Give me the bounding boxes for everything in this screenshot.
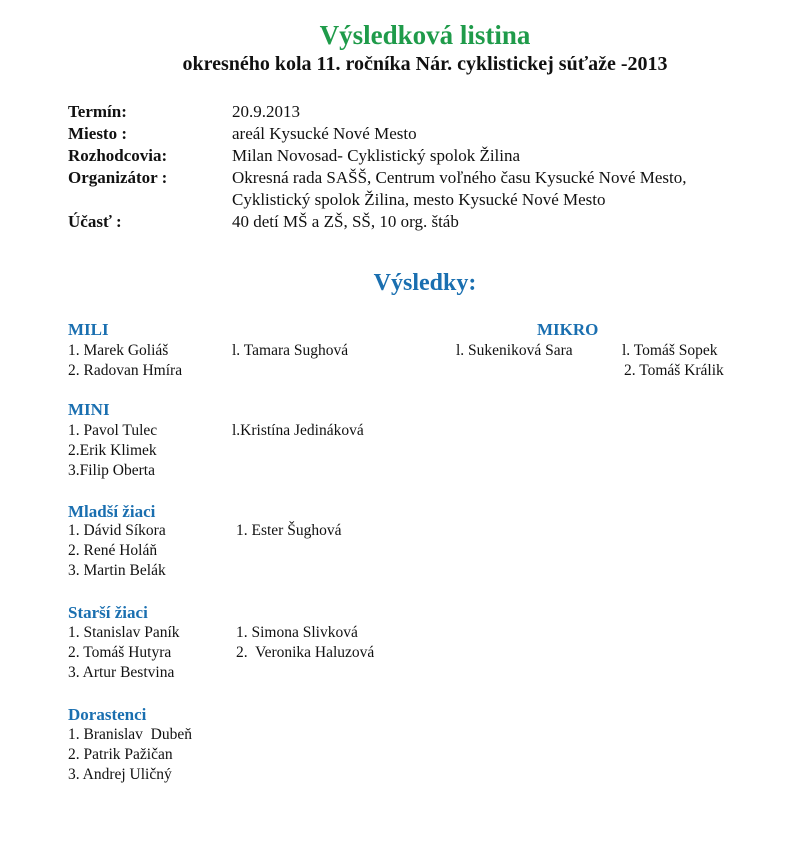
category-dorastenci: Dorastenci (68, 705, 147, 724)
starsi-boy-1: 1. Stanislav Paník (68, 624, 180, 641)
document-title: Výsledková listina (319, 20, 531, 50)
starsi-girl-1: 1. Simona Slivková (236, 624, 358, 641)
starsi-boy-2: 2. Tomáš Hutyra (68, 644, 172, 661)
mini-boy-1: 1. Pavol Tulec (68, 422, 158, 439)
dorastenci-boy-3: 3. Andrej Uličný (68, 766, 172, 783)
starsi-girl-2: 2. Veronika Haluzová (236, 644, 375, 661)
mladsi-boy-3: 3. Martin Belák (68, 562, 166, 579)
category-starsi-ziaci: Starší žiaci (68, 603, 148, 622)
info-label-date: Termín: (68, 102, 127, 121)
mladsi-girl-1: 1. Ester Šughová (236, 522, 342, 539)
dorastenci-boy-1: 1. Branislav Dubeň (68, 726, 192, 743)
mikro-boy-1: l. Tomáš Sopek (622, 342, 718, 359)
info-value-place: areál Kysucké Nové Mesto (232, 124, 417, 143)
category-mini: MINI (68, 400, 110, 419)
info-label-participation: Účasť : (68, 212, 122, 231)
starsi-boy-3: 3. Artur Bestvina (68, 664, 175, 681)
info-label-referees: Rozhodcovia: (68, 146, 168, 165)
mini-boy-3: 3.Filip Oberta (68, 462, 155, 479)
info-label-place: Miesto : (68, 124, 128, 143)
info-value-organizer: Okresná rada SAŠŠ, Centrum voľného času Kysucké Nové Mesto, (232, 168, 687, 187)
category-mladsi-ziaci: Mladší žiaci (68, 502, 156, 521)
results-heading: Výsledky: (373, 270, 477, 296)
category-mili: MILI (68, 320, 109, 339)
mikro-boy-2: 2. Tomáš Králik (624, 362, 724, 379)
mikro-girl-1: l. Sukeniková Sara (456, 342, 573, 359)
info-value-participation: 40 detí MŠ a ZŠ, SŠ, 10 org. štáb (232, 212, 459, 231)
mili-boy-2: 2. Radovan Hmíra (68, 362, 183, 379)
document-subtitle: okresného kola 11. ročníka Nár. cyklistickej súťaže -2013 (182, 53, 668, 75)
dorastenci-boy-2: 2. Patrik Pažičan (68, 746, 173, 763)
info-value-date: 20.9.2013 (232, 102, 300, 121)
mladsi-boy-2: 2. René Holáň (68, 542, 158, 559)
mili-boy-1: 1. Marek Goliáš (68, 342, 169, 359)
info-value-referees: Milan Novosad- Cyklistický spolok Žilina (232, 146, 521, 165)
category-mikro: MIKRO (537, 320, 599, 339)
mini-girl-1: l.Kristína Jedináková (232, 422, 364, 439)
info-value-organizer-cont: Cyklistický spolok Žilina, mesto Kysucké Nové Mesto (232, 190, 606, 209)
info-label-organizer: Organizátor : (68, 168, 168, 187)
mini-boy-2: 2.Erik Klimek (68, 442, 157, 459)
mladsi-boy-1: 1. Dávid Síkora (68, 522, 166, 539)
mili-girl-1: l. Tamara Sughová (232, 342, 349, 359)
